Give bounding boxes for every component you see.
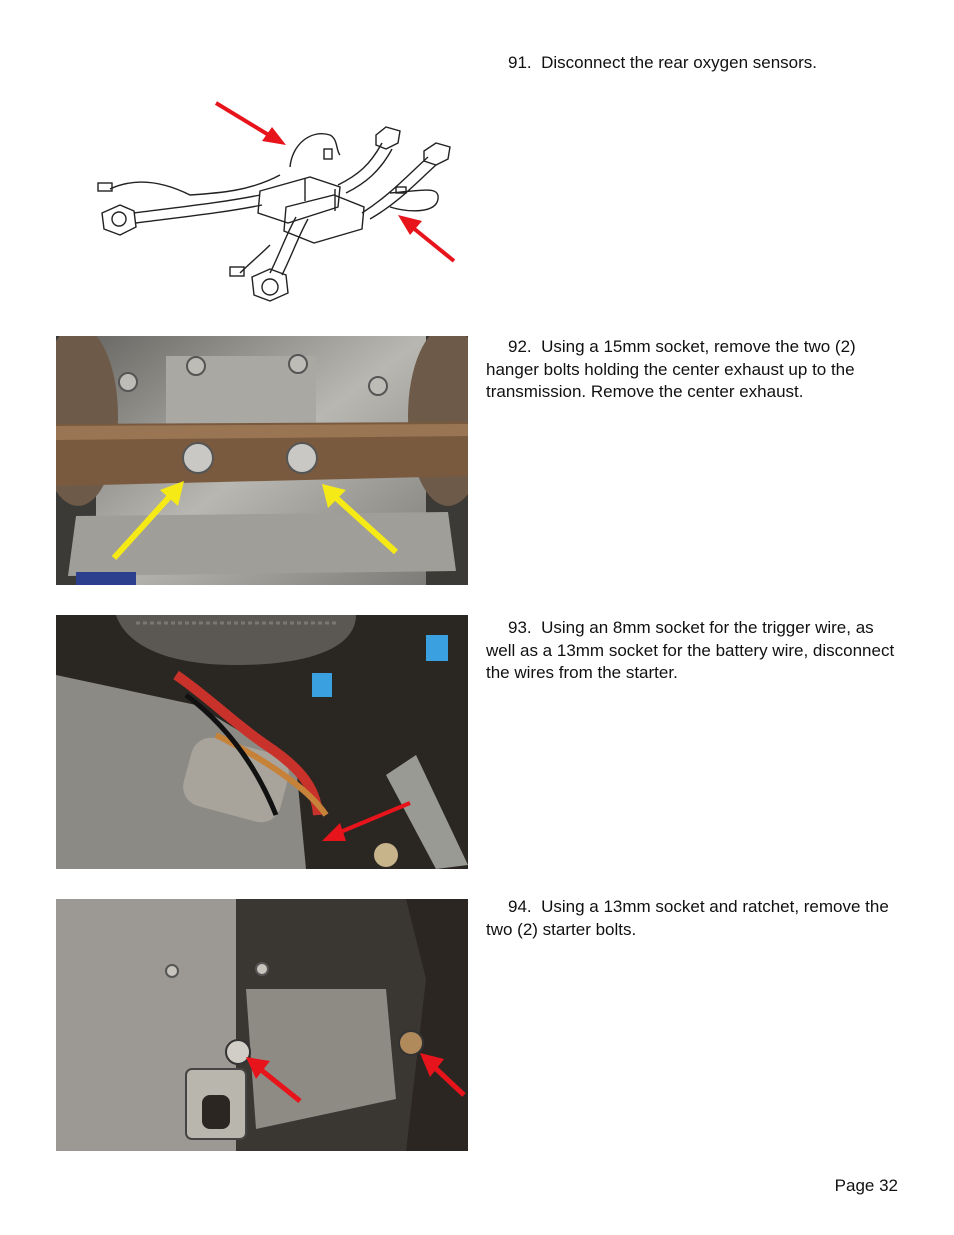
step-93-number: 93. — [508, 618, 532, 637]
step-93-instruction: Using an 8mm socket for the trigger wire, as well as a 13mm socket for the battery wire, disconnect the wires from the starter. — [486, 618, 895, 682]
starter-wires-photo — [56, 615, 468, 869]
step-92-number: 92. — [508, 337, 532, 356]
exhaust-diagram — [90, 95, 470, 315]
step-91-number: 91. — [508, 53, 532, 72]
hanger-bolts-photo — [56, 336, 468, 585]
page-number: Page 32 — [834, 1176, 898, 1195]
starter-bolts-photo — [56, 899, 468, 1151]
step-91-text — [486, 52, 898, 75]
step-94-number: 94. — [508, 897, 532, 916]
step-93-text — [486, 617, 898, 685]
step-94-instruction: Using a 13mm socket and ratchet, remove the two (2) starter bolts. — [486, 897, 889, 939]
step-92-text — [486, 336, 898, 404]
step-92-instruction: Using a 15mm socket, remove the two (2) hanger bolts holding the center exhaust up to the transmission. Remove the center exhaust. — [486, 337, 856, 401]
step-91-instruction: Disconnect the rear oxygen sensors. — [541, 53, 818, 72]
step-94-text — [486, 896, 898, 941]
